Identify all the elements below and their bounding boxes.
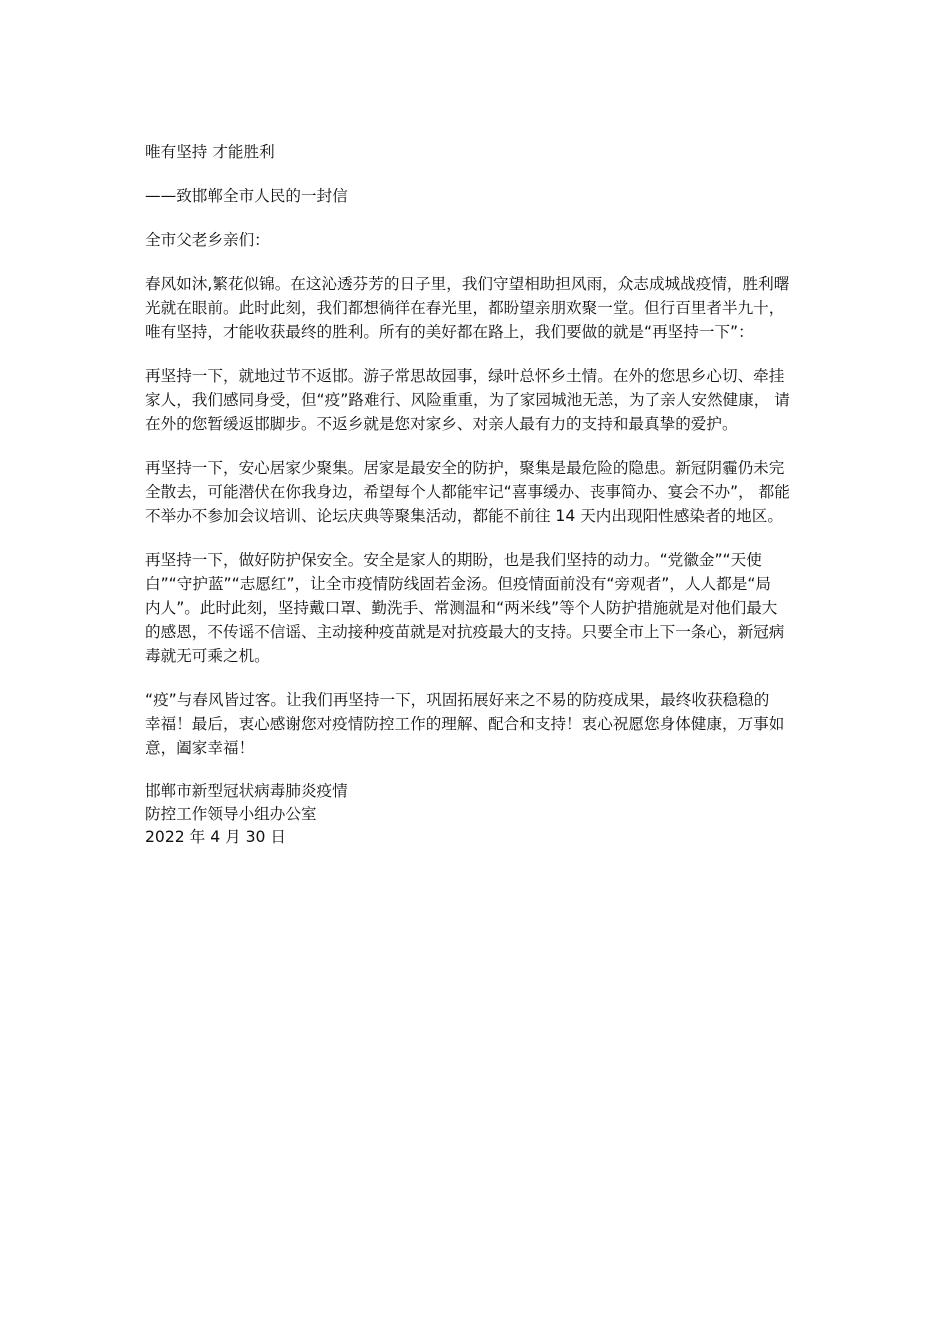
signature-org-line-2: 防控工作领导小组办公室 xyxy=(145,805,317,823)
signature-org-line-1: 邯郸市新型冠状病毒肺炎疫情 xyxy=(145,782,348,800)
salutation-text: 全市父老乡亲们： xyxy=(145,231,270,249)
paragraph-line: 再坚持一下，就地过节不返邯。游子常思故园事，绿叶总怀乡土情。在外的您思乡心切、牵挂 xyxy=(145,367,785,385)
paragraph-line: 春风如沐,繁花似锦。在这沁透芬芳的日子里，我们守望相助担风雨，众志成城战疫情，胜利曙 xyxy=(145,275,790,293)
paragraph-line: 白”“守护蓝”“志愿红”，让全市疫情防线固若金汤。但疫情面前没有“旁观者”，人人都是“局 xyxy=(145,575,772,593)
paragraph-line: 光就在眼前。此时此刻，我们都想徜徉在春光里，都盼望亲朋欢聚一堂。但行百里者半九十， xyxy=(145,299,785,317)
body-paragraph xyxy=(145,456,815,528)
paragraph-line: 意，阖家幸福！ xyxy=(145,739,255,757)
letter-title xyxy=(145,140,815,164)
paragraph-line: “疫”与春风皆过客。让我们再坚持一下，巩固拓展好来之不易的防疫成果，最终收获稳稳的 xyxy=(145,691,770,709)
body-paragraph xyxy=(145,548,815,668)
paragraph-line: 毒就无可乘之机。 xyxy=(145,647,270,665)
letter-subtitle xyxy=(145,184,815,208)
paragraph-line: 再坚持一下，安心居家少聚集。居家是最安全的防护，聚集是最危险的隐患。新冠阴霾仍未完 xyxy=(145,459,785,477)
paragraph-line: 唯有坚持，才能收获最终的胜利。所有的美好都在路上，我们要做的就是“再坚持一下”： xyxy=(145,323,754,341)
title-text: 唯有坚持 才能胜利 xyxy=(145,143,275,161)
paragraph-line: 幸福！最后，衷心感谢您对疫情防控工作的理解、配合和支持！衷心祝愿您身体健康，万事如 xyxy=(145,715,785,733)
salutation xyxy=(145,228,815,252)
paragraph-line: 再坚持一下，做好防护保安全。安全是家人的期盼，也是我们坚持的动力。“党徽金”“天使 xyxy=(145,551,762,569)
signature-block xyxy=(145,780,815,849)
paragraph-line: 家人，我们感同身受，但“疫”路难行、风险重重，为了家园城池无恙，为了亲人安然健康， 请 xyxy=(145,391,790,409)
body-paragraph xyxy=(145,364,815,436)
paragraph-line: 内人”。此时此刻，坚持戴口罩、勤洗手、常测温和“两米线”等个人防护措施就是对他们最大 xyxy=(145,599,778,617)
paragraph-line: 在外的您暂缓返邯脚步。不返乡就是您对家乡、对亲人最有力的支持和最真挚的爱护。 xyxy=(145,415,738,433)
body-paragraph xyxy=(145,688,815,760)
paragraph-line: 的感恩，不传谣不信谣、主动接种疫苗就是对抗疫最大的支持。只要全市上下一条心，新冠病 xyxy=(145,623,785,641)
paragraph-line: 不举办不参加会议培训、论坛庆典等聚集活动，都能不前往 14 天内出现阳性感染者的地区。 xyxy=(145,507,783,525)
subtitle-text: ——致邯郸全市人民的一封信 xyxy=(145,187,348,205)
letter-document xyxy=(145,140,815,869)
signature-date: 2022 年 4 月 30 日 xyxy=(145,828,287,846)
paragraph-line: 全散去，可能潜伏在你我身边，希望每个人都能牢记“喜事缓办、丧事简办、宴会不办”， 都能 xyxy=(145,483,790,501)
body-paragraph xyxy=(145,272,815,344)
